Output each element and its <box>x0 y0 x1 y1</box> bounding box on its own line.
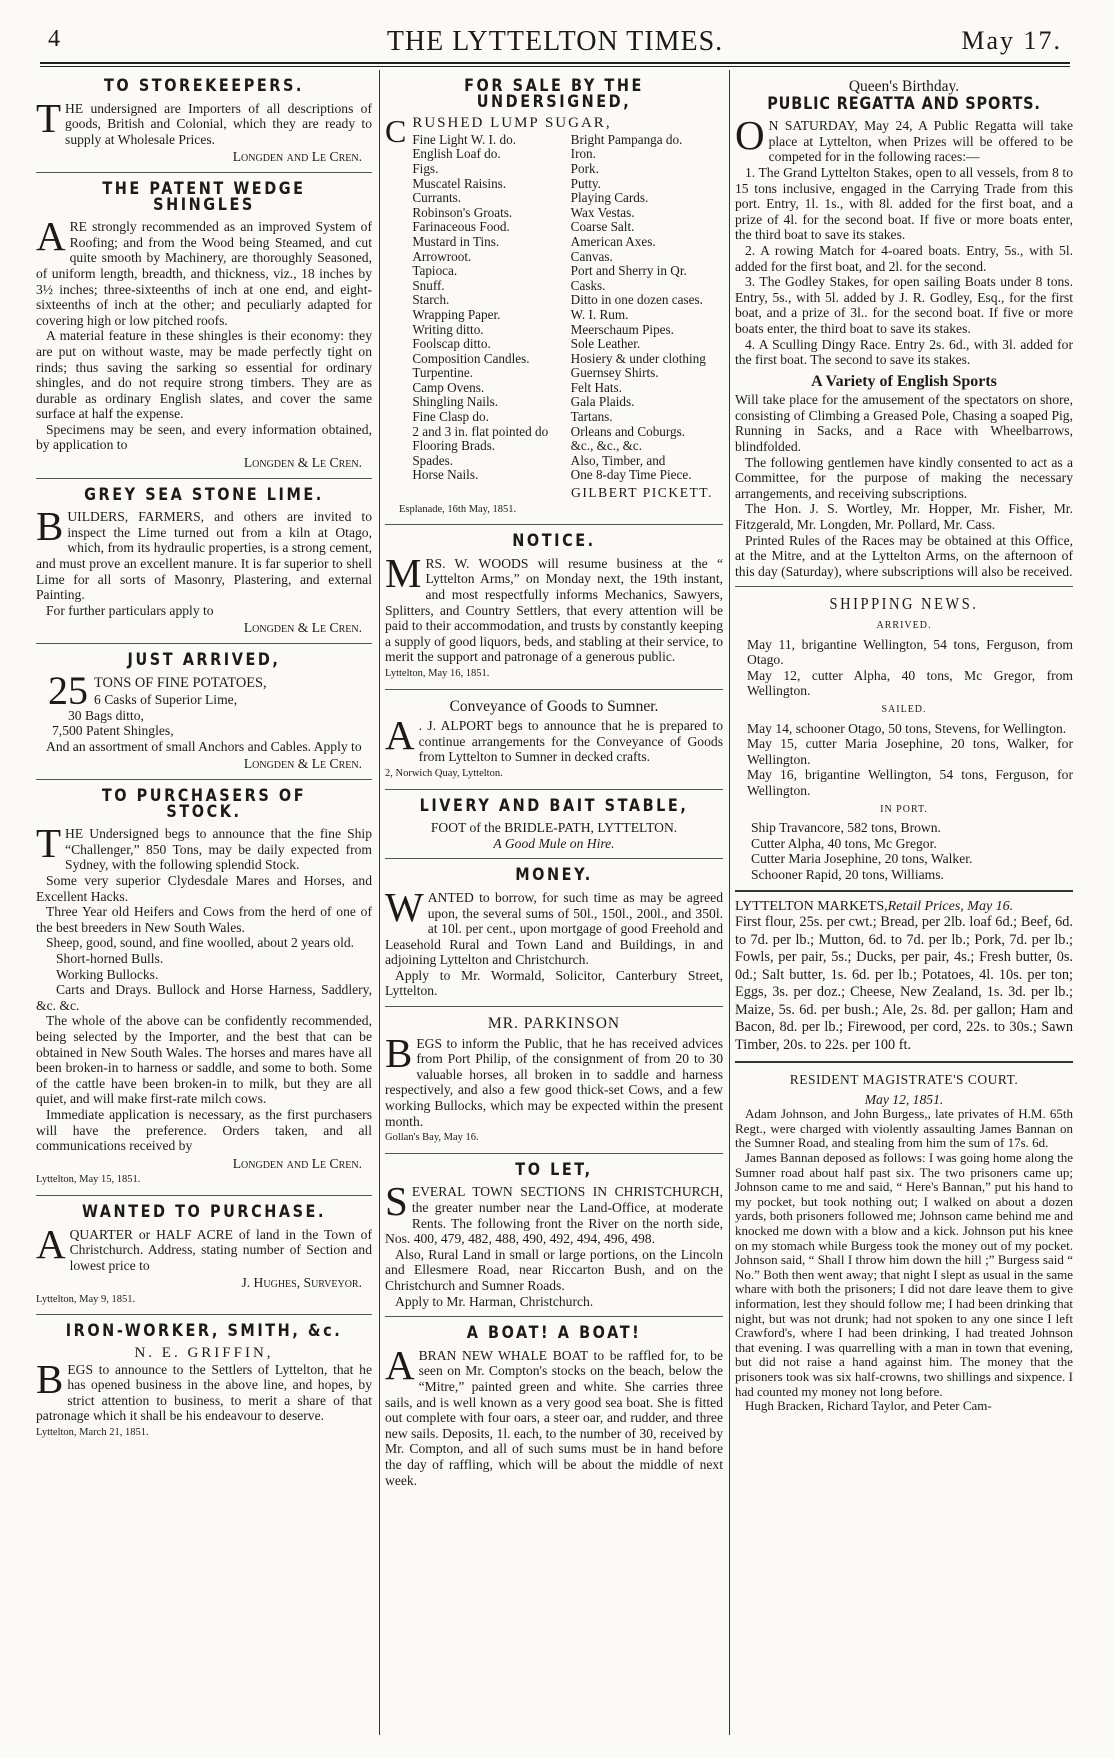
column-left <box>36 74 372 1734</box>
list-item: Cutter Alpha, 40 tons, Mc Gregor. <box>751 835 937 851</box>
list-item: Fine Light W. I. do. <box>412 131 517 147</box>
ad-body: Three Year old Heifers and Cows from the herd of one of the best breeders in New South Wales. <box>36 904 372 935</box>
list-item: Foolscap ditto. <box>412 336 491 352</box>
ad-body: QUARTER or HALF ACRE of land in the Town of Christchurch. Address, stating number of Section and lowest price to <box>69 1226 372 1273</box>
list-item: May 11, brigantine Wellington, 54 tons, Ferguson, from Otago. <box>747 636 1073 668</box>
drop-cap: A <box>385 1341 415 1388</box>
ad-line: 7,500 Patent Shingles, <box>52 723 174 739</box>
ad-signature: J. Hughes, Surveyor. <box>241 1275 362 1291</box>
drop-cap: O <box>735 112 765 159</box>
section-label: IN PORT. <box>880 803 928 815</box>
ad-signature: GILBERT PICKETT. <box>571 485 713 501</box>
section-subheading: Retail Prices, May 16. <box>887 898 1014 914</box>
ad-signature: Longden and Le Cren. <box>232 1155 362 1171</box>
list-item: Putty. <box>570 175 601 191</box>
ad-body: ANTED to borrow, for such time as may be agreed upon, the several sums of 50l., 150l., 200l., and 350l. at 10l. per cent., upon mortgage of good Freehold and Leasehold Rural and Town Land and Buildings, in and adjoining Lyttelton and Christchurch. <box>385 889 723 968</box>
list-item: Tartans. <box>570 409 613 425</box>
newspaper-title: THE LYTTELTON TIMES. <box>386 26 724 57</box>
drop-cap: B <box>36 1355 64 1402</box>
court-report: James Bannan deposed as follows: I was going home along the Sumner road about half past six. The two prisoners came up; Johnson came to me and said, “ Here's Bannan,” put his hand to my pocket, but took nothing out; I walked on about a dozen yards, both prisoners followed me; Johnson came behind me and knocked me down with a blow and a kick. Johnson put his knee on my stomach while Burgess took the money out of my pocket. Johnson said, “ Shall I throw him down the hill ;” Burgess said “ No.” Both then went away; that night I slept as usual in the same whare with both the prisoners; I did not dare leave them to give information, lest they should follow me; I had been drinking that night, but was not drunk; had not spoken to any one since I left Crawford's, where I had been drinking, I had treated Johnson that evening. I was quarrelling with a man in town that evening, but did not raise a hand against him. The money that the prisoners took was six half-crowns, two shillings and sixpence. I had counted my money not long before. <box>735 1150 1073 1399</box>
ad-body: HE undersigned are Importers of all descriptions of goods, British and Colonial, which they are ready to supply at Wholesale Prices. <box>65 100 372 147</box>
market-prices: First flour, 25s. per cwt.; Bread, per 2lb. loaf 6d.; Beef, 6d. to 7d. per lb.; Mutton, 6d. to 7d. per lb.; Pork, 7d. per lb.; Fowls, per pair, 5s.; Ducks, per pair, 4s.; Fresh butter, 0s. 0d.; Salt butter, 1s. 6d. per lb.; Potatoes, 4l. 10s. per ton; Eggs, 3s. per doz.; Cheese, New Zealand, 1s. 3d. per lb.; Maize, 5s. 6d. per bush.; Ale, 2s. 8d. per gallon; Ham and Bacon, 8d. per lb.; Firewood, per cord, 22s. to 30s.; Sawn Timber, 20s. to 22s. per 100 ft. <box>735 914 1073 1053</box>
ad-kicker: Queen's Birthday. <box>848 78 960 95</box>
ad-body: 4. A Sculling Dingy Race. Entry 2s. 6d., with 3l. added for the first boat. The second to save its stakes. <box>735 336 1073 368</box>
drop-cap: T <box>36 94 62 141</box>
ad-heading: TO LET, <box>515 1159 593 1180</box>
list-item: Flooring Brads. <box>412 438 496 454</box>
ad-livery-stable <box>385 794 723 860</box>
ad-dateline: 2, Norwich Quay, Lyttelton. <box>385 767 503 779</box>
list-item: Iron. <box>570 146 596 162</box>
ad-body: Specimens may be seen, and every information obtained, by application to <box>36 421 372 453</box>
ad-dateline: Esplanade, 16th May, 1851. <box>399 503 517 515</box>
ad-a-boat <box>385 1321 723 1495</box>
ad-body: And an assortment of small Anchors and Cables. Apply to <box>46 738 362 754</box>
ad-heading: MR. PARKINSON <box>487 1015 621 1033</box>
section-heading: RESIDENT MAGISTRATE'S COURT. <box>789 1072 1019 1088</box>
ad-body: EVERAL TOWN SECTIONS IN CHRISTCHURCH, the greater number near the Land-Office, at moderate Rents. The following front the River on the north side, Nos. 400, 479, 482, 488, 490, 492, 494, 496, 498. <box>385 1184 723 1247</box>
list-item: Muscatel Raisins. <box>412 175 507 191</box>
list-item: Tapioca. <box>412 263 458 279</box>
ad-subheading: A Variety of English Sports <box>811 372 997 390</box>
list-item: Casks. <box>570 277 606 293</box>
drop-cap: A <box>36 213 66 260</box>
list-item: Also, Timber, and <box>570 452 666 468</box>
ad-mr-parkinson <box>385 1011 723 1154</box>
list-item: May 16, brigantine Wellington, 54 tons, Ferguson, for Wellington. <box>747 767 1073 798</box>
ad-body: RE strongly recommended as an improved System of Roofing; and from the Wood being Steamed, and cut quite smooth by Machinery, are thoroughly Seasoned, of uniform length, breadth, and thickness, viz., 18 inches by 3½ inches; three-sixteenths of inch at one end, and eight-sixteenths of inch at the other; and peculiarly adapted for covering high or low pitched roofs. <box>36 219 372 328</box>
list-item: Meerschaum Pipes. <box>570 321 674 337</box>
magistrates-court <box>735 1067 1073 1421</box>
list-item: Mustard in Tins. <box>412 233 500 249</box>
list-item: Gala Plaids. <box>570 394 635 410</box>
list-item: Ditto in one dozen cases. <box>570 292 703 308</box>
large-numeral: 25 <box>48 667 88 713</box>
list-item: May 12, cutter Alpha, 40 tons, Mc Gregor, from Wellington. <box>747 667 1073 699</box>
ad-body: A material feature in these shingles is their economy: they are put on without waste, may be made perfectly tight on rinds; thus saving the sarking so essential for ordinary shingles, and do not require strong timbers. They are as durable as ordinary English slates, and cover the same surface at half the expense. <box>36 328 372 422</box>
ad-signature: Longden and Le Cren. <box>232 149 362 165</box>
list-item: American Axes. <box>570 233 656 249</box>
ad-dateline: Lyttelton, May 9, 1851. <box>36 1293 136 1305</box>
ad-body: EGS to announce to the Settlers of Lyttelton, that he has opened business in the above line, and hopes, by strict attention to business, to merit a share of that patronage which it shall be his endeavour to deserve. <box>36 1361 372 1424</box>
ad-purchasers-of-stock <box>36 784 372 1196</box>
ad-body: Short-horned Bulls. <box>56 951 164 966</box>
shipping-news <box>735 591 1073 891</box>
goods-list-right <box>571 133 723 483</box>
list-item: &c., &c., &c. <box>570 438 643 454</box>
column-middle <box>385 74 723 1734</box>
list-item: Shingling Nails. <box>412 394 499 410</box>
court-report: Hugh Bracken, Richard Taylor, and Peter Cam- <box>745 1398 992 1414</box>
list-item: English Loaf do. <box>412 146 501 162</box>
list-item: Felt Hats. <box>570 379 622 395</box>
drop-cap: C <box>385 113 409 150</box>
list-item: Arrowroot. <box>412 248 472 264</box>
ad-heading: JUST ARRIVED, <box>127 650 281 670</box>
ad-heading: THE PATENT WEDGE SHINGLES <box>102 178 306 215</box>
ad-heading: WANTED TO PURCHASE. <box>81 1201 327 1222</box>
ad-notice <box>385 529 723 689</box>
list-item: Coarse Salt. <box>570 219 635 235</box>
drop-cap: M <box>385 549 422 596</box>
ad-heading: TO STOREKEEPERS. <box>104 76 304 96</box>
list-item: Figs. <box>412 160 439 176</box>
list-item: W. I. Rum. <box>570 306 629 322</box>
list-item: May 15, cutter Maria Josephine, 20 tons, Walker, for Wellington. <box>747 736 1073 767</box>
ad-body: RS. W. WOODS will resume business at the “ Lyttelton Arms,” on Monday next, the 19th instant, and most respectfully informs Mechanics, Sawyers, Splitters, and Country Settlers, that every attention will be paid to their accommodation, and trusts by constantly keeping a supply of good liquors, beds, and stabling at their service, to merit the support and patronage of a generous public. <box>385 555 723 665</box>
ad-dateline: Lyttelton, May 16, 1851. <box>385 667 490 679</box>
drop-cap: A <box>385 712 415 759</box>
ad-body: Immediate application is necessary, as the first purchasers will have the preference. Orders taken, and all communications received by <box>36 1106 372 1154</box>
list-item: Bright Pampanga do. <box>570 131 683 147</box>
ad-lead: RUSHED LUMP SUGAR, <box>412 115 612 132</box>
drop-cap: T <box>36 820 62 867</box>
list-item: Hosiery & under clothing <box>570 350 706 366</box>
list-item: Camp Ovens. <box>412 379 485 395</box>
ad-just-arrived <box>36 648 372 780</box>
list-item: Horse Nails. <box>412 467 479 483</box>
ad-grey-sea-stone-lime <box>36 483 372 644</box>
ad-body: 3. The Godley Stakes, for open sailing Boats under 8 tons. Entry, 5s., with 5l. added by J. R. Godley, Esq., for the first boat, and a prize of 3l.. for the second boat. If five or more boats enter, the third boat to save its stakes. <box>735 274 1073 336</box>
list-item: Sole Leather. <box>570 336 641 352</box>
ad-to-let <box>385 1158 723 1317</box>
list-item: Composition Candles. <box>412 350 530 366</box>
ad-body: N SATURDAY, May 24, A Public Regatta will take place at Lyttelton, when Prizes will be offered to be competed for in the following races:— <box>768 118 1073 165</box>
ad-wanted-to-purchase <box>36 1200 372 1316</box>
drop-cap: S <box>385 1178 408 1225</box>
masthead-rule <box>40 62 1070 64</box>
list-item: May 14, schooner Otago, 50 tons, Stevens, for Wellington. <box>747 720 1067 736</box>
list-item: Writing ditto. <box>412 321 484 337</box>
list-item: Schooner Rapid, 20 tons, Williams. <box>751 866 944 882</box>
ad-line: A Good Mule on Hire. <box>493 835 615 851</box>
ad-body: 1. The Grand Lyttelton Stakes, open to all vessels, from 8 to 15 tons inclusive, engaged in the Carrying Trade from this port. Entry, 1l. 1s., with 8l. added for the first boat, and a prize of 4l. for the second boat. If five or more boats enter, the third boat to save its stakes. <box>735 164 1073 243</box>
ad-body: Printed Rules of the Races may be obtained at this Office, at the Mitre, and at the Lyttelton Arms, on the afternoon of this day (Saturday), where subscriptions will also be received. <box>735 532 1073 579</box>
drop-cap: A <box>36 1220 66 1267</box>
drop-cap: B <box>36 503 64 550</box>
list-item: Currants. <box>412 190 462 206</box>
lyttelton-markets <box>735 896 1073 1064</box>
section-heading: SHIPPING NEWS. <box>829 594 979 614</box>
ad-body: The whole of the above can be confidently recommended, being selected by the Importer, and the best that can be obtained in New South Wales. The horses and mares have all been broken-in to harness or saddle, and some to both. Some of the cattle have been broken-in to milk, but they are all quiet, and will make first-rate milch cows. <box>36 1013 372 1107</box>
section-label: SAILED. <box>881 703 927 715</box>
list-item: Robinson's Groats. <box>412 204 513 220</box>
list-item: Pork. <box>570 160 599 176</box>
ad-heading: LIVERY AND BAIT STABLE, <box>419 795 689 816</box>
list-item: Guernsey Shirts. <box>570 365 659 381</box>
list-item: Snuff. <box>412 277 445 293</box>
list-item: One 8-day Time Piece. <box>570 467 692 483</box>
section-heading: LYTTELTON MARKETS, <box>735 898 888 914</box>
ad-body: The following gentlemen have kindly consented to act as a Committee, for the purpose of making the necessary arrangements, and receiving subscriptions. <box>735 454 1073 501</box>
ad-heading: MONEY. <box>515 865 593 886</box>
ad-name: N. E. GRIFFIN, <box>134 1345 274 1362</box>
ad-line: 6 Casks of Superior Lime, <box>94 692 238 708</box>
list-item: Cutter Maria Josephine, 20 tons, Walker. <box>751 851 973 867</box>
ad-heading: GREY SEA STONE LIME. <box>84 484 324 505</box>
list-item: Fine Clasp do. <box>412 409 489 425</box>
ad-signature: Longden & Le Cren. <box>243 756 362 772</box>
list-item: Port and Sherry in Qr. <box>570 263 687 279</box>
page-number: 4 <box>48 26 60 52</box>
ad-dateline: Lyttelton, May 15, 1851. <box>36 1174 141 1186</box>
ad-wedge-shingles <box>36 177 372 479</box>
ad-signature: Longden & Le Cren. <box>243 620 362 636</box>
ad-body: Carts and Drays. Bullock and Horse Harness, Saddlery, &c. &c. <box>36 982 372 1013</box>
ad-heading: FOR SALE BY THE UNDERSIGNED, <box>464 76 644 112</box>
ad-heading: TO PURCHASERS OF STOCK. <box>101 786 307 822</box>
section-label: ARRIVED. <box>876 620 932 631</box>
arrived-list <box>735 637 1073 699</box>
masthead <box>40 26 1070 62</box>
ad-storekeepers <box>36 74 372 173</box>
ad-public-regatta <box>735 74 1073 587</box>
ad-body: Also, Rural Land in small or large portions, on the Lincoln and Ellesmere Road, near Riccarton Bush, and on the Christchurch and Sumner Roads. <box>385 1246 723 1293</box>
list-item: Spades. <box>412 452 454 468</box>
list-item: Orleans and Coburgs. <box>570 423 686 439</box>
ad-body: 2. A rowing Match for 4-oared boats. Entry, 5s., with 5l. added for the first boat, and 2l. for the second. <box>735 242 1073 274</box>
ad-heading: NOTICE. <box>512 531 596 552</box>
ad-heading: A BOAT! A BOAT! <box>466 1323 642 1344</box>
ad-body: Some very superior Clydesdale Mares and Horses, and Excellent Hacks. <box>36 873 372 904</box>
ad-body: For further particulars apply to <box>46 602 214 618</box>
ad-line: 30 Bags ditto, <box>68 707 144 723</box>
ad-body: The Hon. J. S. Wortley, Mr. Hopper, Mr. Fisher, Mr. Fitzgerald, Mr. Longden, Mr. Pollard, Mr. Cass. <box>735 501 1073 533</box>
goods-list <box>412 133 723 483</box>
list-item: Wax Vestas. <box>570 204 635 220</box>
list-item: Wrapping Paper. <box>412 306 501 322</box>
ad-body: HE Undersigned begs to announce that the fine Ship “Challenger,” 850 Tons, may be daily expected from Sydney, with the following splendid Stock. <box>65 826 372 873</box>
ad-body: Working Bullocks. <box>56 966 159 982</box>
list-item: Ship Travancore, 582 tons, Brown. <box>751 820 941 836</box>
ad-line: FOOT of the BRIDLE-PATH, LYTTELTON. <box>430 820 678 836</box>
ad-body: Will take place for the amusement of the spectators on shore, consisting of Climbing a Greased Pole, Chasing a soaped Pig, Running in Sacks, and a Race with Wheelbarrows, blindfolded. <box>735 392 1073 455</box>
ad-body: Apply to Mr. Harman, Christchurch. <box>395 1293 594 1309</box>
ad-body: BRAN NEW WHALE BOAT to be raffled for, to be seen on Mr. Compton's stocks on the beach, below the “Mitre,” painted green and white. She carries three sails, and is well known as a very good sea boat. She is fitted out complete with four oars, a steer oar, and rudder, and three new sails. Deposits, 1l. each, to the number of 30, received by Mr. Compton, and all of such sums must be in hand before the day of raffling, which will be about the middle of next week. <box>385 1347 723 1488</box>
in-port-list <box>735 820 1073 882</box>
ad-body: . J. ALPORT begs to announce that he is prepared to continue arrangements for the Conveyance of Goods from Lyttelton to Sumner in decked crafts. <box>418 718 723 765</box>
ad-heading: IRON-WORKER, SMITH, &c. <box>65 1321 343 1342</box>
ad-dateline: Gollan's Bay, May 16. <box>385 1132 479 1144</box>
ad-heading: PUBLIC REGATTA AND SPORTS. <box>767 93 1041 114</box>
column-divider <box>729 70 730 1735</box>
column-divider <box>379 70 380 1735</box>
ad-iron-worker <box>36 1319 372 1447</box>
ad-heading: Conveyance of Goods to Sumner. <box>449 697 659 715</box>
ad-body: UILDERS, FARMERS, and others are invited to inspect the Lime turned out from a kiln at Otago, which, from its hydraulic properties, is a strong cement, and must prove an excellent manure. It is far superior to shell Lime for all sorts of Masonry, Plastering, and external Painting. <box>36 509 372 603</box>
ad-line: TONS OF FINE POTATOES, <box>94 674 267 691</box>
ad-for-sale <box>385 74 723 525</box>
ad-conveyance-sumner <box>385 694 723 790</box>
ad-body: Sheep, good, sound, and fine woolled, about 2 years old. <box>46 935 355 951</box>
ad-body: EGS to inform the Public, that he has received advices from Port Philip, of the consignment of from 20 to 30 valuable horses, all broken in to saddle and harness respectively, and also a few good thick-set Cows, and a few working Bullocks, which may be expected within the present month. <box>385 1035 723 1129</box>
drop-cap: W <box>385 883 424 930</box>
drop-cap: B <box>385 1029 413 1076</box>
list-item: Canvas. <box>570 248 613 264</box>
ad-body: Apply to Mr. Wormald, Solicitor, Canterbury Street, Lyttelton. <box>385 967 723 999</box>
ad-dateline: Lyttelton, March 21, 1851. <box>36 1427 149 1439</box>
section-date: May 12, 1851. <box>864 1091 944 1107</box>
list-item: 2 and 3 in. flat pointed do <box>412 423 549 439</box>
sailed-list <box>735 721 1073 799</box>
list-item: Turpentine. <box>412 365 474 381</box>
issue-date: May 17. <box>961 26 1062 55</box>
list-item: Farinaceous Food. <box>412 219 510 235</box>
masthead-rule-thin <box>40 66 1070 67</box>
ad-signature: Longden & Le Cren. <box>243 455 362 471</box>
ad-money <box>385 863 723 1007</box>
court-report: Adam Johnson, and John Burgess,, late privates of H.M. 65th Regt., were charged with violently assaulting James Bannan on the Sumner Road, and stealing from him the sum of 17s. 6d. <box>735 1106 1073 1151</box>
goods-list-left <box>412 133 564 483</box>
list-item: Starch. <box>412 292 450 308</box>
list-item: Playing Cards. <box>570 190 649 206</box>
column-right <box>735 74 1073 1734</box>
